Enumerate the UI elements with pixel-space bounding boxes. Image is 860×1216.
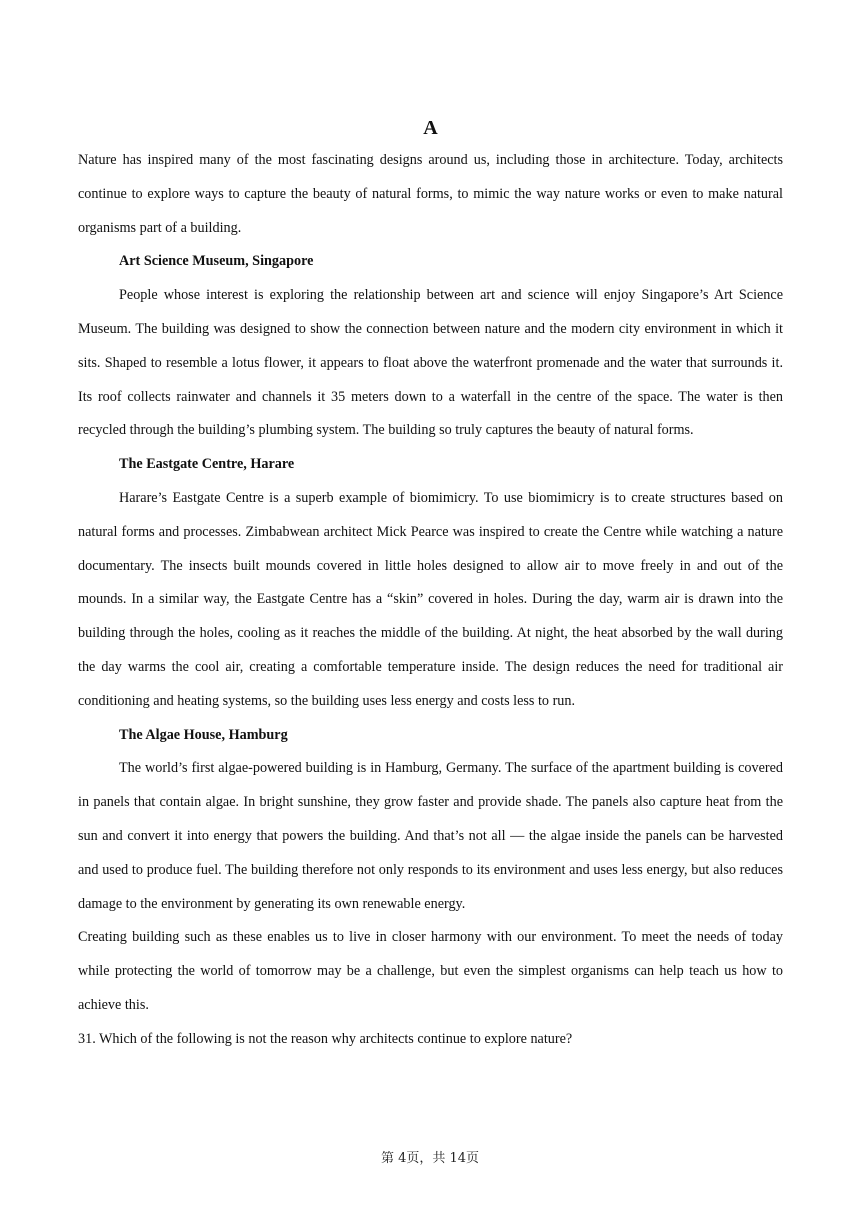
- question-31: 31. Which of the following is not the reason why architects continue to explore nature?: [78, 1030, 573, 1047]
- intro-paragraph: Nature has inspired many of the most fascinating designs around us, including those in architecture. Today, architects continue to explore ways to capture the beauty of natural forms, to mimic the way nature works or even to make natural organisms part of a building.: [78, 152, 783, 236]
- document-body: [78, 112, 783, 1057]
- heading-algae-house: The Algae House, Hamburg: [119, 726, 288, 743]
- heading-eastgate-centre: The Eastgate Centre, Harare: [119, 456, 295, 473]
- page-footer: 第 4页，共 14页: [380, 1151, 480, 1166]
- paragraph-eastgate-centre: Harare’s Eastgate Centre is a superb example of biomimicry. To use biomimicry is to create structures based on natural forms and processes. Zimbabwean architect Mick Pearce was inspired to create the Centre while watching a nature documentary. The insects built mounds covered in little holes designed to allow air to move freely in and out of the mounds. In a similar way, the Eastgate Centre has a “skin” covered in holes. During the day, warm air is drawn into the building through the holes, cooling as it reaches the middle of the building. At night, the heat absorbed by the wall during the day warms the cool air, creating a comfortable temperature inside. The design reduces the need for traditional air conditioning and heating systems, so the building uses less energy and costs less to run.: [78, 489, 783, 709]
- paragraph-art-science-museum: People whose interest is exploring the relationship between art and science will enjoy Singapore’s Art Science Museum. The building was designed to show the connection between nature and the modern city environment in which it sits. Shaped to resemble a lotus flower, it appears to float above the waterfront promenade and the water that surrounds it. Its roof collects rainwater and channels it 35 meters down to a waterfall in the centre of the space. The water is then recycled through the building’s plumbing system. The building so truly captures the beauty of natural forms.: [78, 287, 783, 439]
- paragraph-algae-house: The world’s first algae-powered building is in Hamburg, Germany. The surface of the apartment building is covered in panels that contain algae. In bright sunshine, they grow faster and provide shade. The panels also capture heat from the sun and convert it into energy that powers the building. And that’s not all — the algae inside the panels can be harvested and used to produce fuel. The building therefore not only responds to its environment and uses less energy, but also reduces damage to the environment by generating its own renewable energy.: [78, 760, 783, 912]
- section-label: A: [423, 117, 438, 139]
- heading-art-science-museum: Art Science Museum, Singapore: [119, 253, 314, 270]
- conclusion-paragraph: Creating building such as these enables us to live in closer harmony with our environment. To meet the needs of today while protecting the world of tomorrow may be a challenge, but even the simplest organisms can help teach us how to achieve this.: [78, 929, 783, 1013]
